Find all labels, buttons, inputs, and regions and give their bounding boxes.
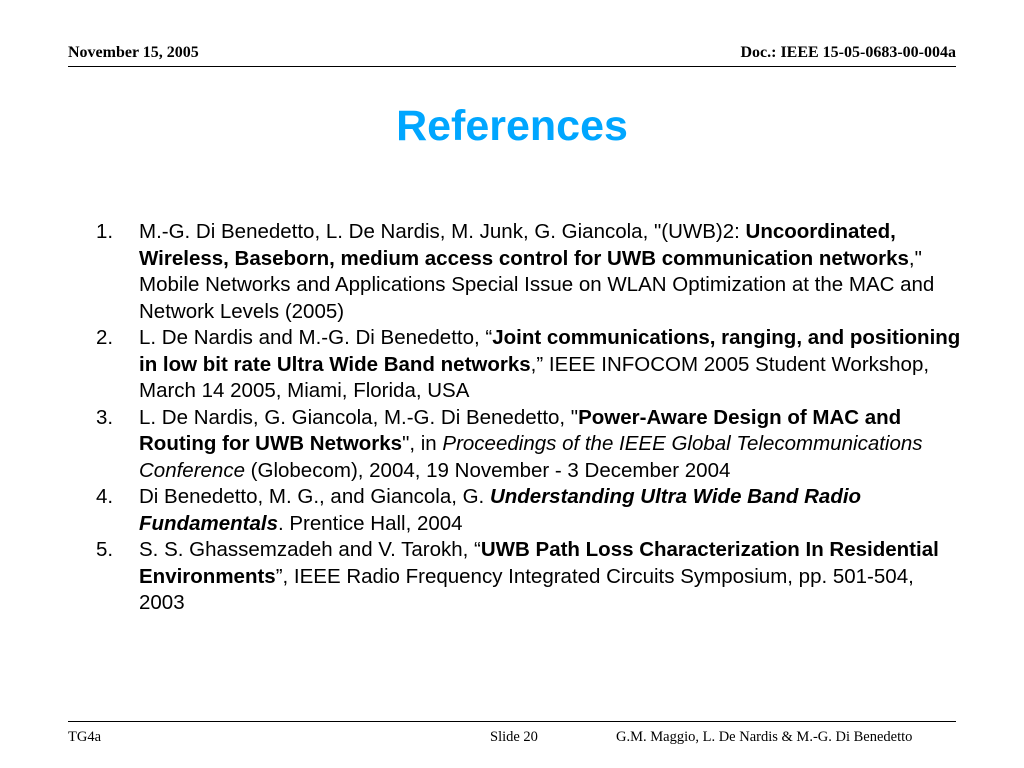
reference-number: 4. bbox=[96, 485, 114, 508]
reference-item-2 bbox=[96, 325, 964, 405]
reference-source: ,” IEEE INFOCOM 2005 Student Workshop, March 14 2005, Miami, Florida, USA bbox=[139, 352, 930, 402]
reference-authors: Di Benedetto, M. G., and Giancola, G. bbox=[139, 485, 490, 508]
slide-number: Slide 20 bbox=[490, 729, 538, 745]
reference-item-4 bbox=[96, 484, 964, 537]
reference-title: Understanding Ultra Wide Band Radio Fundamentals bbox=[139, 485, 862, 535]
reference-source: ," Mobile Networks and Applications Special Issue on WLAN Optimization at the MAC and Network Levels (2005) bbox=[139, 246, 935, 323]
reference-authors: M.-G. Di Benedetto, L. De Nardis, M. Junk, G. Giancola, "(UWB)2: bbox=[139, 220, 746, 243]
reference-venue: Proceedings of the IEEE Global Telecommunications Conference bbox=[139, 432, 923, 482]
reference-authors: L. De Nardis and M.-G. Di Benedetto, “ bbox=[139, 326, 493, 349]
reference-number: 3. bbox=[96, 405, 114, 429]
header-doc-id: Doc.: IEEE 15-05-0683-00-004a bbox=[740, 44, 956, 61]
slide-title: References bbox=[396, 102, 628, 150]
reference-item-5 bbox=[96, 537, 964, 617]
reference-title: Joint communications, ranging, and positioning in low bit rate Ultra Wide Band networks bbox=[139, 326, 961, 376]
reference-title: Uncoordinated, Wireless, Baseborn, medium access control for UWB communication networks bbox=[139, 220, 909, 270]
reference-item-3 bbox=[96, 405, 964, 485]
reference-title: Power-Aware Design of MAC and Routing for UWB Networks bbox=[139, 405, 902, 455]
reference-source: (Globecom), 2004, 19 November - 3 December 2004 bbox=[244, 458, 731, 482]
reference-number: 1. bbox=[96, 220, 114, 243]
footer-group: TG4a bbox=[68, 729, 102, 745]
reference-list bbox=[96, 219, 964, 617]
reference-source: . Prentice Hall, 2004 bbox=[277, 511, 463, 535]
reference-connector: ", in bbox=[402, 432, 443, 455]
reference-number: 5. bbox=[96, 538, 114, 561]
header-date: November 15, 2005 bbox=[68, 44, 199, 61]
footer-authors: G.M. Maggio, L. De Nardis & M.-G. Di Benedetto bbox=[616, 729, 913, 745]
reference-title: UWB Path Loss Characterization In Residential Environments bbox=[139, 538, 939, 588]
reference-item-1 bbox=[96, 219, 964, 325]
reference-number: 2. bbox=[96, 326, 114, 349]
header-divider bbox=[68, 66, 956, 67]
reference-authors: L. De Nardis, G. Giancola, M.-G. Di Benedetto, " bbox=[139, 405, 579, 429]
footer-divider bbox=[68, 721, 956, 722]
reference-source: ”, IEEE Radio Frequency Integrated Circuits Symposium, pp. 501-504, 2003 bbox=[139, 564, 914, 614]
reference-authors: S. S. Ghassemzadeh and V. Tarokh, “ bbox=[139, 538, 481, 561]
